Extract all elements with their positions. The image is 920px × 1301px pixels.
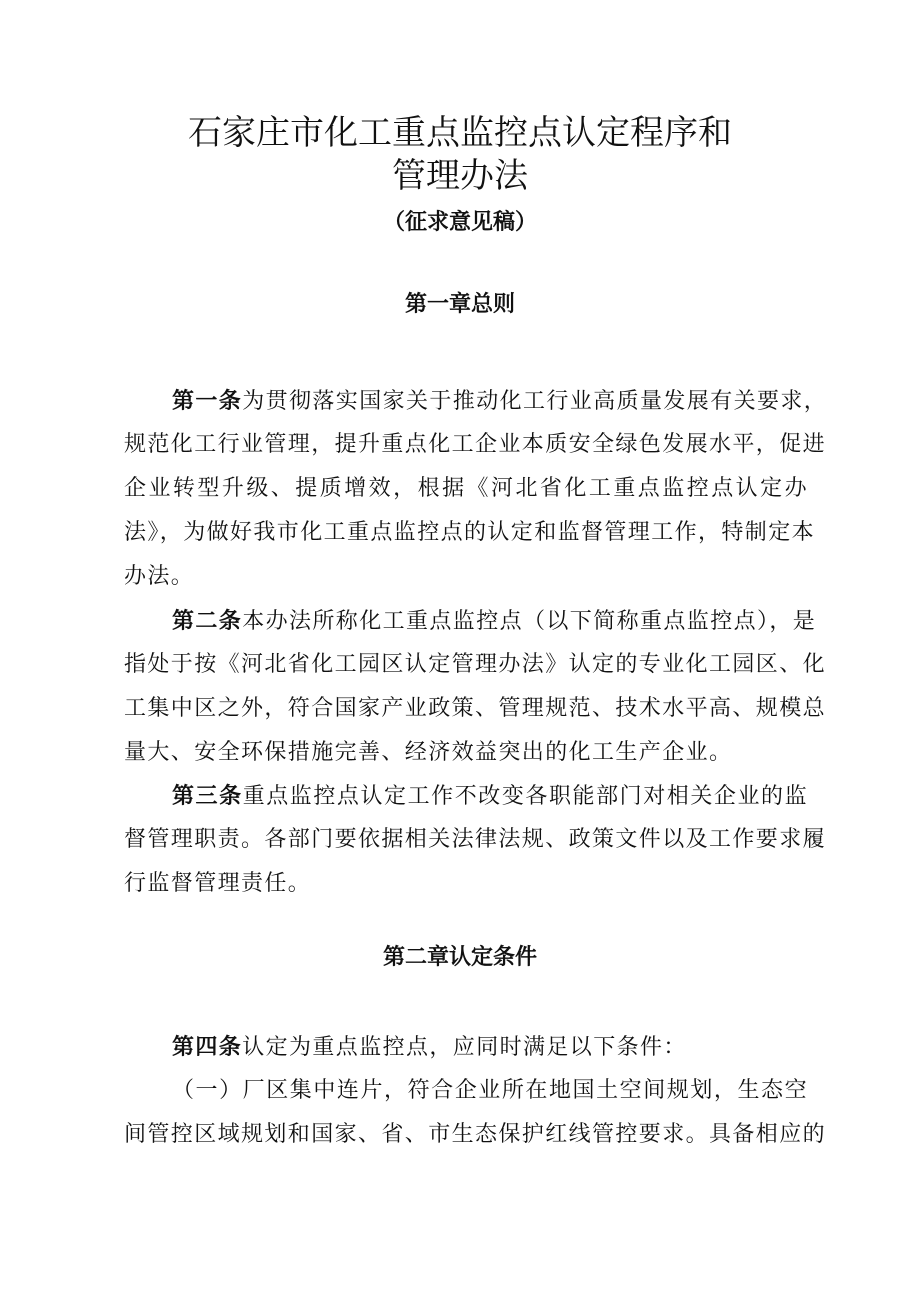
document-title-line-1: 石家庄市化工重点监控点认定程序和 [188, 113, 732, 153]
article-3-line-1 [172, 774, 808, 819]
article-4-text: 认定为重点监控点，应同时满足以下条件： [242, 1035, 687, 1060]
article-3-label: 第三条 [172, 783, 243, 809]
article-1-line-5: 办法。 [124, 564, 195, 589]
article-1-text: 为贯彻落实国家关于推动化工行业高质量发展有关要求， [242, 389, 828, 414]
article-2-line-3: 工集中区之外，符合国家产业政策、管理规范、技术水平高、规模总 [124, 696, 827, 721]
article-4-label: 第四条 [172, 1034, 243, 1060]
item-1-line-2: 间管控区域规划和国家、省、市生态保护红线管控要求。具备相应的 [124, 1122, 827, 1147]
article-2-label: 第二条 [172, 608, 243, 634]
article-1-line-2: 规范化工行业管理，提升重点化工企业本质安全绿色发展水平，促进 [124, 432, 827, 457]
article-1-line-1 [172, 379, 828, 424]
chapter-heading-2: 第二章认定条件 [382, 944, 537, 970]
article-2-text: 本办法所称化工重点监控点（以下简称重点监控点），是 [242, 609, 817, 634]
document-title-line-2: 管理办法 [392, 156, 528, 196]
article-1-label: 第一条 [172, 388, 243, 414]
document-subtitle: （征求意见稿） [382, 209, 537, 235]
article-3-line-3: 行监督管理责任。 [124, 871, 312, 896]
item-1-line-1: （一）厂区集中连片，符合企业所在地国土空间规划，生态空 [172, 1078, 808, 1103]
article-1-line-4: 法》，为做好我市化工重点监控点的认定和监督管理工作，特制定本 [124, 520, 816, 545]
chapter-heading-1: 第一章总则 [404, 291, 515, 317]
article-2-line-4: 量大、安全环保措施完善、经济效益突出的化工生产企业。 [124, 740, 733, 765]
article-2-line-1 [172, 599, 817, 644]
article-3-line-2: 督管理职责。各部门要依据相关法律法规、政策文件以及工作要求履 [124, 827, 827, 852]
article-1-line-3: 企业转型升级、提质增效，根据《河北省化工重点监控点认定办 [124, 476, 808, 501]
article-4-line-1 [172, 1025, 808, 1070]
article-2-line-2: 指处于按《河北省化工园区认定管理办法》认定的专业化工园区、化 [124, 652, 827, 677]
article-3-text: 重点监控点认定工作不改变各职能部门对相关企业的监 [242, 784, 808, 809]
